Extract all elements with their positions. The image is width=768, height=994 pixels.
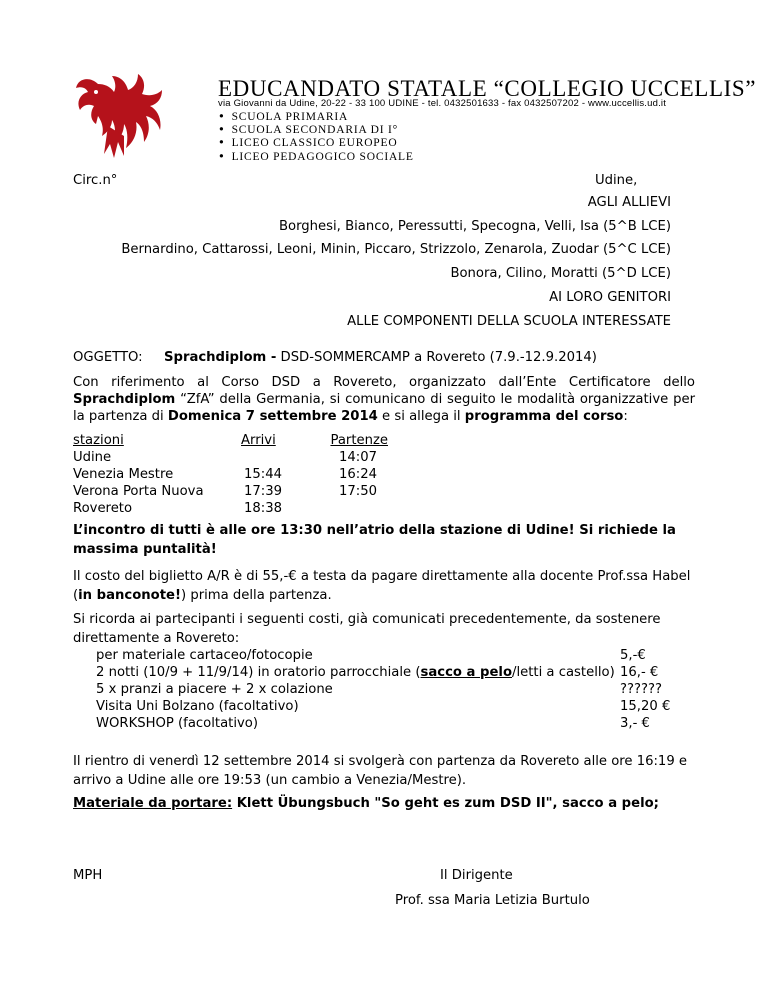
school-item: • SCUOLA SECONDARIA DI I° — [218, 123, 414, 136]
signatory-name: Prof. ssa Maria Letizia Burtulo — [395, 893, 590, 908]
materials-label: Materiale da portare: — [73, 796, 233, 811]
student-group-b: Borghesi, Bianco, Peressutti, Specogna, Velli, Isa (5^B LCE) — [279, 219, 671, 234]
ticket-bold: in banconote! — [78, 588, 181, 603]
list-item — [96, 681, 696, 698]
arrival-time: 15:44 — [243, 467, 282, 482]
train-schedule — [73, 432, 403, 517]
student-group-d: Bonora, Cilino, Moratti (5^D LCE) — [450, 266, 671, 281]
costs-intro: Si ricorda ai partecipanti i seguenti costi, già comunicati precedentemente, da sostenere direttamente a Rovereto: — [73, 612, 661, 646]
arrival-time: 17:39 — [243, 484, 282, 499]
departure-time: 16:24 — [338, 467, 377, 482]
intro-bold: Sprachdiplom — [73, 392, 176, 407]
place-date: Udine, — [595, 173, 638, 188]
intro-paragraph — [73, 374, 695, 425]
school-list — [218, 110, 414, 163]
intro-text: e si allega il — [377, 409, 465, 424]
cost-sleeping-bag: sacco a pelo — [420, 665, 513, 680]
cost-price: 5,-€ — [620, 648, 646, 663]
circ-number: Circ.n° — [73, 173, 118, 188]
station-name: Rovereto — [73, 501, 133, 516]
intro-text: : — [623, 409, 628, 424]
school-item: • SCUOLA PRIMARIA — [218, 110, 414, 123]
list-item — [96, 698, 696, 715]
subject-bold: Sprachdiplom - — [164, 350, 277, 365]
subject-rest: DSD-SOMMERCAMP a Rovereto (7.9.-12.9.2014) — [276, 350, 597, 365]
intro-bold: Domenica 7 settembre 2014 — [167, 409, 378, 424]
header-arrivals — [237, 432, 328, 449]
list-item — [96, 647, 696, 664]
cost-price: 16,- € — [620, 665, 659, 680]
to-components: ALLE COMPONENTI DELLA SCUOLA INTERESSATE — [347, 314, 671, 329]
intro-text: Con riferimento al Corso DSD a Rovereto, organizzato dall’Ente Certificatore dello — [73, 375, 695, 390]
station-name: Udine — [73, 450, 112, 465]
station-name: Venezia Mestre — [73, 467, 174, 482]
header-departures: Partenze — [330, 433, 388, 448]
ticket-paragraph — [73, 567, 695, 605]
red-eagle-logo — [68, 66, 168, 166]
departure-time: 14:07 — [338, 450, 377, 465]
school-address: via Giovanni da Udine, 20-22 - 33 100 UDINE - tel. 0432501633 - fax 0432507202 - www.uccellis.ud.it — [218, 98, 667, 109]
author-initials: MPH — [73, 868, 103, 883]
table-row — [73, 483, 403, 500]
student-group-c: Bernardino, Cattarossi, Leoni, Minin, Piccaro, Strizzolo, Zenarola, Zuodar (5^C LCE) — [121, 242, 671, 257]
school-item: • LICEO PEDAGOGICO SOCIALE — [218, 150, 414, 163]
header-arrivals-text: Arrivi — [241, 433, 276, 448]
table-row — [73, 449, 403, 466]
cost-description: 5 x pranzi a piacere + 2 x colazione — [96, 682, 333, 697]
arrival-time: 18:38 — [243, 501, 282, 516]
materials-line — [73, 795, 659, 812]
to-parents: AI LORO GENITORI — [549, 290, 671, 305]
cost-price: 15,20 € — [620, 699, 671, 714]
cost-description — [96, 664, 615, 681]
signatory-role: Il Dirigente — [440, 868, 513, 883]
cost-description: per materiale cartaceo/fotocopie — [96, 648, 313, 663]
to-students: AGLI ALLIEVI — [587, 195, 671, 210]
table-row — [73, 500, 403, 517]
station-name: Verona Porta Nuova — [73, 484, 204, 499]
meeting-notice: L’incontro di tutti è alle ore 13:30 nell’atrio della stazione di Udine! Si richiede la massima puntalità! — [73, 523, 676, 557]
intro-bold: programma del corso — [464, 409, 624, 424]
departure-time: 17:50 — [338, 484, 377, 499]
cost-price: 3,- € — [620, 716, 650, 731]
header-stations: stazioni — [73, 433, 124, 448]
return-paragraph: Il rientro di venerdì 12 settembre 2014 si svolgerà con partenza da Rovereto alle ore 16:19 e arrivo a Udine alle ore 19:53 (un cambio a Venezia/Mestre). — [73, 754, 688, 788]
school-name: EDUCANDATO STATALE “COLLEGIO UCCELLIS” — [218, 76, 757, 101]
cost-description: WORKSHOP (facoltativo) — [96, 716, 258, 731]
materials-text: Klett Übungsbuch "So geht es zum DSD II", sacco a pelo; — [232, 796, 659, 811]
intro-text: “ZfA” della Germania, si comunicano di seguito le modalità organizzative per la partenza di — [73, 392, 695, 424]
ticket-text: Il costo del biglietto A/R è di 55,-€ a testa da pagare direttamente alla docente Prof.ssa Habel ( — [73, 569, 691, 603]
list-item — [96, 715, 696, 732]
list-item — [96, 664, 696, 681]
subject-line — [164, 349, 597, 366]
cost-text: 2 notti (10/9 + 11/9/14) in oratorio parrocchiale ( — [96, 665, 421, 680]
school-item: • LICEO CLASSICO EUROPEO — [218, 136, 414, 149]
costs-list — [96, 647, 696, 732]
ticket-text: ) prima della partenza. — [180, 588, 332, 603]
schedule-header — [73, 432, 403, 449]
cost-price: ?????? — [620, 682, 662, 697]
table-row — [73, 466, 403, 483]
subject-label: OGGETTO: — [73, 350, 143, 365]
cost-text: /letti a castello) — [512, 665, 615, 680]
cost-description: Visita Uni Bolzano (facoltativo) — [96, 699, 299, 714]
